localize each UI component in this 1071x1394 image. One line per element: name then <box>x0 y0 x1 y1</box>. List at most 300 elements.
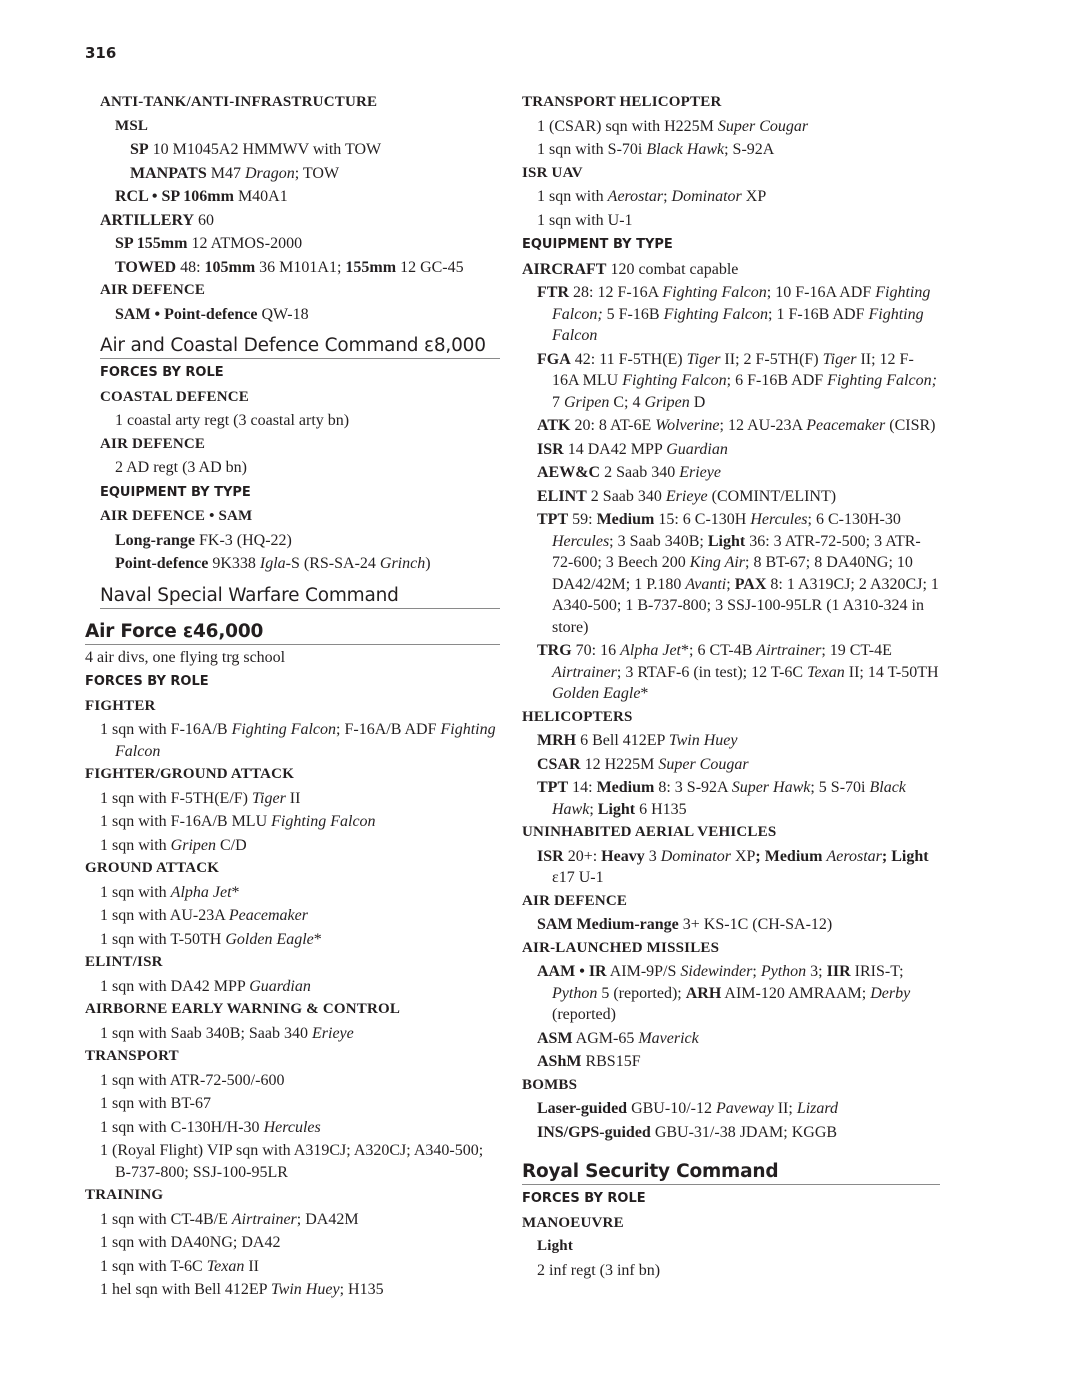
text-span: 1 sqn with C-130H/H-30 <box>100 1118 264 1136</box>
text-span: Fighting Falcon <box>552 305 924 344</box>
text-span: Texan <box>206 1257 245 1275</box>
text-span: 1 coastal arty regt (3 coastal arty bn) <box>115 412 350 429</box>
entry-line <box>85 210 500 234</box>
text-span: 1 sqn with BT-67 <box>100 1095 211 1112</box>
category-heading <box>522 92 940 116</box>
text-span: ISR <box>537 440 564 458</box>
text-span: Light <box>707 532 746 550</box>
text-span: XP <box>741 188 767 205</box>
text-span: -S (RS-SA-24 <box>285 555 380 572</box>
entry-line <box>522 640 940 707</box>
entry-line <box>85 905 500 929</box>
text-span: Erieye <box>312 1024 354 1042</box>
text-span: Twin Huey <box>270 1281 340 1298</box>
text-span: Hercules <box>750 511 808 528</box>
entry-line <box>85 163 500 187</box>
text-span: * <box>313 930 322 948</box>
section-heading <box>522 1161 940 1185</box>
text-span: 48: <box>176 258 205 276</box>
text-span: ELINT <box>537 487 587 505</box>
text-span: Air Force <box>85 620 183 642</box>
text-span: GBU-10/-12 <box>627 1100 716 1117</box>
text-span: 42: 11 F-5TH(E) <box>570 350 687 368</box>
text-span: MSL <box>115 117 149 134</box>
text-span: Light <box>537 1238 574 1254</box>
text-span: Golden Eagle <box>552 685 641 702</box>
entry-line <box>522 349 940 416</box>
text-span: Laser-guided <box>537 1100 628 1117</box>
text-span: 12 ATMOS-2000 <box>187 235 303 252</box>
text-span: Fighting Falcon <box>271 813 376 830</box>
text-span: 1 sqn with DA42 MPP <box>100 977 250 995</box>
category-heading <box>522 707 940 731</box>
entry-line <box>85 410 500 434</box>
text-span: AIR DEFENCE <box>100 435 206 452</box>
category-heading <box>85 1046 500 1070</box>
entry-line <box>522 415 940 439</box>
text-span: Air and Coastal Defence Command <box>100 335 425 356</box>
text-span: ; 12 AU-23A <box>719 417 807 434</box>
entry-line <box>522 259 940 283</box>
text-span: ; TOW <box>294 164 340 182</box>
category-heading <box>85 506 500 530</box>
text-span: Erieye <box>665 487 708 505</box>
entry-line <box>522 139 940 163</box>
text-span: TOWED <box>115 258 177 276</box>
text-span: ARTILLERY <box>100 211 195 229</box>
text-span: Light <box>597 800 636 818</box>
text-span: ATK <box>537 417 571 434</box>
text-span: 10 M1045A2 HMMWV with TOW <box>148 141 382 158</box>
category-heading <box>522 822 940 846</box>
text-span: ISR <box>537 847 564 865</box>
text-span: 1 sqn with F-5TH(E/F) <box>100 789 252 807</box>
entry-line <box>85 788 500 812</box>
subsection-label <box>522 1187 940 1213</box>
text-span: Medium <box>596 511 655 528</box>
text-span: GBU-31/-38 JDAM; KGGB <box>650 1123 838 1141</box>
text-span: Python <box>552 984 598 1002</box>
text-span: ; 19 CT-4E <box>821 642 892 659</box>
text-span: 14 DA42 MPP <box>563 440 667 458</box>
text-span: AIRBORNE EARLY WARNING & CONTROL <box>85 1001 401 1017</box>
text-span: Light <box>891 847 929 865</box>
category-heading <box>85 1185 500 1209</box>
text-span: ; 3 RTAF-6 (in test); 12 T-6C <box>616 663 808 681</box>
text-span: Super Cougar <box>717 117 809 135</box>
text-span: 3 <box>644 847 661 865</box>
text-span: ; F-16A/B ADF <box>336 721 441 738</box>
entry-line <box>85 811 500 835</box>
category-heading <box>522 163 940 187</box>
text-span: 70: 16 <box>571 642 621 659</box>
section-heading <box>100 585 500 609</box>
text-span: Black Hawk <box>552 779 906 818</box>
text-span: ; 8 BT-67; 8 DA40NG; 10 DA42/42M; 1 P.180 <box>552 554 913 593</box>
text-span: Gripen <box>564 393 610 411</box>
text-span: AIM-120 AMRAAM; <box>721 984 871 1002</box>
text-span: UNINHABITED AERIAL VEHICLES <box>522 824 777 840</box>
text-span: Dominator <box>660 847 731 865</box>
text-span: EQUIPMENT BY TYPE <box>522 237 673 252</box>
text-span: 2 inf regt (3 inf bn) <box>537 1261 661 1279</box>
text-span: AIM-9P/S <box>606 963 681 980</box>
text-span: ; <box>663 188 672 205</box>
right-column <box>522 92 940 1283</box>
text-span: TPT <box>537 779 569 796</box>
text-span: 15: 6 C-130H <box>654 511 751 528</box>
entry-line <box>522 509 940 640</box>
text-span: CSAR <box>537 755 581 773</box>
category-heading <box>522 938 940 962</box>
text-span: Fighting Falcon; <box>552 284 931 323</box>
text-span: Dragon <box>244 164 295 182</box>
text-span: SAM Medium-range <box>537 916 679 933</box>
entry-line <box>522 282 940 349</box>
text-span: 1 sqn with <box>537 188 608 205</box>
category-heading <box>85 999 500 1023</box>
section-heading <box>85 621 500 645</box>
entry-line <box>85 1232 500 1256</box>
text-span: Erieye <box>679 464 721 481</box>
text-span: SAM • Point-defence <box>115 305 258 323</box>
text-span: 1 sqn with <box>100 883 171 901</box>
text-span: 14: <box>568 779 597 796</box>
entry-line <box>522 439 940 463</box>
text-span: 1 sqn with <box>100 836 171 854</box>
text-span: ; <box>881 847 888 865</box>
text-span: II <box>285 789 301 807</box>
text-span: RBS15F <box>581 1053 641 1070</box>
text-span: 1 sqn with CT-4B/E <box>100 1210 232 1228</box>
text-span: Alpha Jet <box>620 642 681 659</box>
category-heading <box>85 952 500 976</box>
text-span: Point-defence <box>115 555 209 572</box>
entry-line <box>85 882 500 906</box>
entry-line <box>85 186 500 210</box>
entry-line <box>85 233 500 257</box>
text-span: Gripen <box>644 393 690 411</box>
text-span: Tiger <box>686 350 721 368</box>
text-span: ; DA42M <box>296 1210 359 1228</box>
text-span: Paveway <box>715 1100 774 1117</box>
text-span: 120 combat capable <box>606 260 739 278</box>
text-span: Naval Special Warfare Command <box>100 584 399 606</box>
entry-line <box>85 1279 500 1303</box>
entry-line <box>85 1070 500 1094</box>
entry-line <box>85 647 500 671</box>
text-span: II; 2 F-5TH(F) <box>720 350 823 368</box>
entry-line <box>85 1117 500 1141</box>
text-span: 5 (reported); <box>597 984 686 1002</box>
text-span: Hercules <box>552 532 610 550</box>
text-span: 4 air divs, one flying trg school <box>85 648 286 666</box>
entry-line <box>522 1028 940 1052</box>
text-span: ; H135 <box>339 1281 384 1298</box>
text-span: ; 3 Saab 340B; <box>609 532 708 550</box>
entry-line <box>522 1260 940 1284</box>
text-span: ; <box>589 800 598 818</box>
text-span: 36 M101A1; <box>255 258 346 276</box>
entry-line <box>85 1209 500 1233</box>
text-span: ; 10 F-16A ADF <box>766 284 876 301</box>
page-number: 316 <box>85 44 117 62</box>
text-span: INS/GPS-guided <box>537 1123 651 1141</box>
text-span: * <box>231 883 240 901</box>
text-span: King Air <box>689 554 746 571</box>
text-span: ε8,000 <box>424 335 486 356</box>
text-span: SP 155mm <box>115 235 188 252</box>
text-span: FTR <box>537 284 569 301</box>
text-span: Python <box>760 963 807 980</box>
text-span: 28: 12 F-16A <box>569 284 663 301</box>
text-span: 1 sqn with T-6C <box>100 1257 207 1275</box>
entry-line <box>85 553 500 577</box>
text-span: Avanti <box>685 575 727 593</box>
text-span: Heavy <box>601 847 645 865</box>
text-span: 105mm <box>204 258 256 276</box>
text-span: AEW&C <box>537 464 601 481</box>
category-heading <box>85 116 500 140</box>
text-span: 2 AD regt (3 AD bn) <box>115 459 247 476</box>
text-span: 12 GC-45 <box>396 258 464 276</box>
entry-line <box>522 914 940 938</box>
text-span: ; 1 F-16B ADF <box>768 305 869 323</box>
text-span: MRH <box>537 732 577 749</box>
text-span: 1 sqn with AU-23A <box>100 907 229 924</box>
text-span: C; 4 <box>609 393 645 411</box>
text-span: ; S-92A <box>724 141 775 158</box>
text-span: TRANSPORT <box>85 1048 179 1064</box>
text-span: II; 14 T-50TH <box>844 663 939 681</box>
text-span: Guardian <box>249 977 311 995</box>
text-span: AAM • IR <box>537 963 607 980</box>
category-heading <box>85 858 500 882</box>
text-span: TRANSPORT HELICOPTER <box>522 94 722 110</box>
text-span: * <box>640 685 649 702</box>
text-span: 3+ KS-1C (CH-SA-12) <box>678 916 833 933</box>
text-span: TPT <box>537 511 569 528</box>
category-heading <box>522 1075 940 1099</box>
category-heading <box>85 280 500 304</box>
text-span: Airtrainer <box>231 1210 297 1228</box>
text-span: Fighting Falcon; <box>827 372 937 389</box>
text-span: Airtrainer <box>552 663 617 681</box>
text-span: TRG <box>537 642 572 659</box>
text-span: AIR DEFENCE <box>100 282 206 298</box>
text-span: 1 sqn with DA40NG; DA42 <box>100 1234 281 1251</box>
entry-line <box>85 1093 500 1117</box>
text-span: Guardian <box>666 440 728 458</box>
text-span: ε17 U-1 <box>552 869 604 886</box>
text-span: Super Cougar <box>658 755 749 773</box>
text-span: 12 H225M <box>580 755 659 773</box>
text-span: II; 12 F-16A MLU <box>552 350 914 389</box>
text-span: 1 sqn with T-50TH <box>100 930 226 948</box>
text-span: TRAINING <box>85 1187 164 1203</box>
text-span: 2 Saab 340 <box>600 464 680 481</box>
text-span: 1 sqn with F-16A/B MLU <box>100 813 272 830</box>
text-span: AIRCRAFT <box>522 260 607 278</box>
text-span: 2 Saab 340 <box>586 487 666 505</box>
text-span: Hercules <box>263 1118 321 1136</box>
text-span: 1 (Royal Flight) VIP sqn with A319CJ; A320CJ; A340-500; B-737-800; SSJ-100-95LR <box>100 1142 484 1181</box>
text-span: Wolverine <box>655 417 720 434</box>
category-heading <box>85 434 500 458</box>
entry-line <box>85 976 500 1000</box>
text-span: II <box>244 1257 259 1275</box>
category-heading <box>522 1213 940 1237</box>
text-span: IRIS-T; <box>850 963 904 980</box>
text-span: C/D <box>216 836 247 854</box>
text-span: ELINT/ISR <box>85 954 163 970</box>
text-span: 1 (CSAR) sqn with H225M <box>537 117 718 135</box>
text-span: D <box>689 393 706 411</box>
text-span: 20: 8 AT-6E <box>570 417 656 434</box>
text-span: 59: <box>568 511 597 528</box>
text-span: 1 sqn with S-70i <box>537 141 647 158</box>
text-span: Long-range <box>115 531 195 549</box>
text-span: ANTI-TANK/ANTI-INFRASTRUCTURE <box>100 94 378 110</box>
text-span: Fighting Falcon <box>115 721 496 760</box>
entry-line <box>522 1122 940 1146</box>
entry-line <box>85 139 500 163</box>
text-span: Fighting Falcon <box>662 284 767 301</box>
text-span: 6 H135 <box>635 800 687 818</box>
text-span: 36: 3 ATR-72-500; 3 ATR-72-600; 3 Beech 200 <box>552 532 921 571</box>
left-column <box>85 92 500 1303</box>
subsection-label <box>85 361 500 387</box>
text-span: QW-18 <box>257 305 309 323</box>
text-span: 7 <box>552 393 564 411</box>
text-span: ASM <box>537 1029 573 1047</box>
text-span: (reported) <box>552 1006 616 1023</box>
text-span: AGM-65 <box>572 1029 639 1047</box>
text-span: EQUIPMENT BY TYPE <box>100 484 251 500</box>
text-span: Dominator <box>671 188 742 205</box>
text-span: Peacemaker <box>228 907 308 924</box>
entry-line <box>522 210 940 234</box>
text-span: HELICOPTERS <box>522 708 633 725</box>
text-span: Derby <box>870 984 911 1002</box>
text-span: Airtrainer <box>756 642 822 659</box>
entry-line <box>85 719 500 764</box>
text-span: 3; <box>806 963 827 980</box>
text-span: GROUND ATTACK <box>85 860 220 876</box>
text-span: ; <box>726 575 735 593</box>
text-span: FORCES BY ROLE <box>522 1191 646 1206</box>
text-span: Tiger <box>822 350 857 368</box>
category-heading <box>85 387 500 411</box>
text-span: Golden Eagle <box>225 930 314 948</box>
text-span: FORCES BY ROLE <box>100 365 224 380</box>
text-span: ; 6 C-130H-30 <box>807 511 901 528</box>
text-span: 8: 3 S-92A <box>654 779 732 796</box>
text-span: Maverick <box>638 1029 699 1047</box>
text-span: FK-3 (HQ-22) <box>195 531 292 549</box>
text-span: Fighting Falcon <box>663 305 768 323</box>
category-heading <box>522 891 940 915</box>
text-span: AIR DEFENCE <box>522 892 628 909</box>
text-span: AIR DEFENCE • SAM <box>100 508 253 524</box>
text-span: 1 sqn with U-1 <box>537 211 633 229</box>
text-span: Grinch <box>379 555 426 572</box>
entry-line <box>85 304 500 328</box>
text-span: 1 sqn with ATR-72-500/-600 <box>100 1071 285 1089</box>
text-span: (CISR) <box>885 417 936 434</box>
text-span: Igla <box>259 555 286 572</box>
category-heading <box>85 696 500 720</box>
text-span: M40A1 <box>233 188 288 205</box>
text-span: 8: 1 A319CJ; 2 A320CJ; 1 A340-500; 1 B-737-800; 3 SSJ-100-95LR (1 A310-324 in store) <box>552 575 939 636</box>
text-span: Peacemaker <box>806 417 886 434</box>
text-span: AShM <box>537 1053 582 1070</box>
text-span: SP <box>130 141 149 158</box>
text-span: MANOEUVRE <box>522 1214 624 1231</box>
text-span: Sidewinder <box>680 963 753 980</box>
text-span: Twin Huey <box>668 732 738 749</box>
text-span: 9K338 <box>208 555 260 572</box>
text-span: M47 <box>206 164 245 182</box>
text-span: Tiger <box>252 789 286 807</box>
text-span: Royal Security Command <box>522 1161 779 1182</box>
entry-line <box>85 1140 500 1185</box>
text-span: FGA <box>537 350 571 368</box>
entry-line <box>522 961 940 1028</box>
text-span: Medium <box>596 779 655 796</box>
entry-line <box>522 462 940 486</box>
text-span: ISR UAV <box>522 164 583 181</box>
subsection-label <box>85 481 500 507</box>
subsection-label <box>85 670 500 696</box>
text-span: 6 Bell 412EP <box>576 732 669 749</box>
text-span: PAX <box>734 575 767 593</box>
text-span: Black Hawk <box>646 141 725 158</box>
entry-line <box>85 530 500 554</box>
text-span: 1 sqn with F-16A/B <box>100 721 232 738</box>
text-span: Gripen <box>170 836 216 854</box>
entry-line <box>522 116 940 140</box>
entry-line <box>522 754 940 778</box>
entry-line <box>522 186 940 210</box>
text-span: AIR-LAUNCHED MISSILES <box>522 939 720 956</box>
text-span: 20+: <box>563 847 602 865</box>
text-span: ) <box>425 555 431 572</box>
entry-line <box>85 457 500 481</box>
text-span: MANPATS <box>130 164 207 182</box>
category-heading <box>85 92 500 116</box>
text-span: XP <box>730 847 756 865</box>
text-span: Texan <box>807 663 845 681</box>
text-span: ε46,000 <box>182 620 264 642</box>
text-span: 155mm <box>345 258 397 276</box>
entry-line <box>522 730 940 754</box>
text-span: 1 hel sqn with Bell 412EP <box>100 1281 271 1298</box>
entry-line <box>85 1023 500 1047</box>
text-span: ; 6 F-16B ADF <box>726 372 828 389</box>
text-span: FIGHTER/GROUND ATTACK <box>85 766 295 782</box>
entry-line <box>522 846 940 891</box>
text-span: ARH <box>685 984 722 1002</box>
entry-line <box>85 1256 500 1280</box>
text-span: BOMBS <box>522 1076 578 1093</box>
text-span: Lizard <box>796 1100 839 1117</box>
text-span: 1 sqn with Saab 340B; Saab 340 <box>100 1024 312 1042</box>
text-span: ; <box>752 963 761 980</box>
entry-line <box>522 777 940 822</box>
text-span: Fighting Falcon <box>622 372 727 389</box>
entry-line <box>85 929 500 953</box>
